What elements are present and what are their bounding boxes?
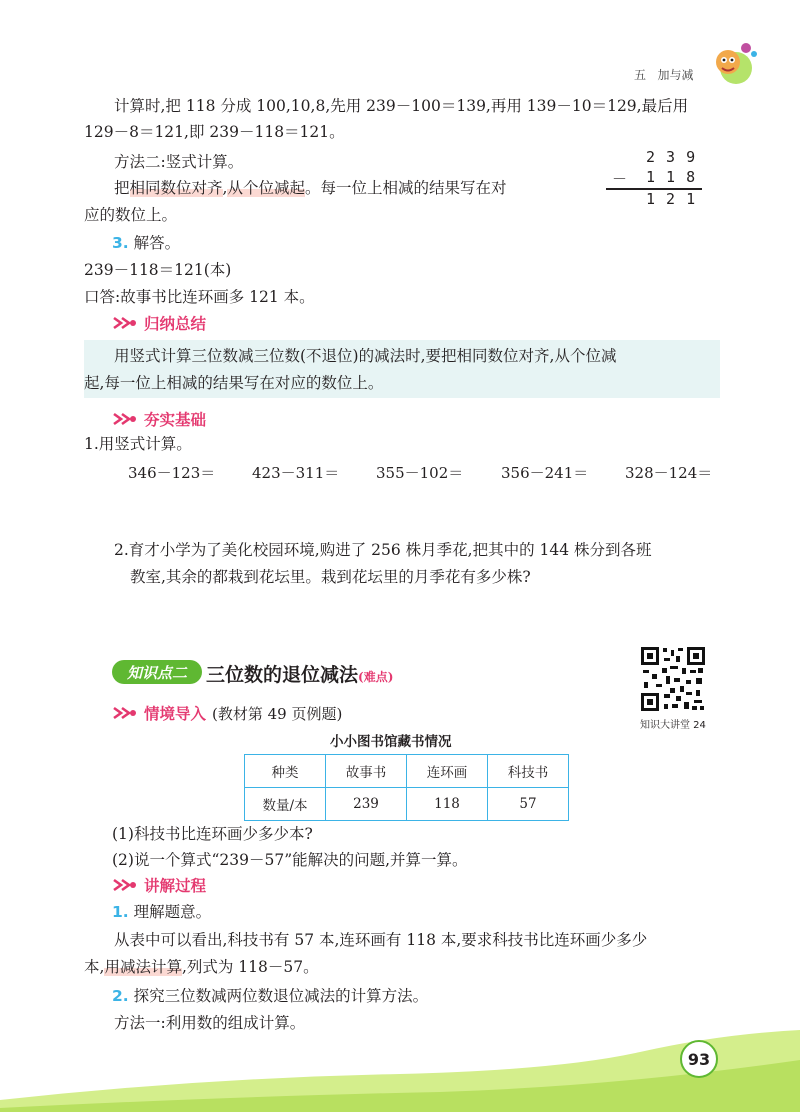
calc-difference: 1 2 1 <box>646 190 697 208</box>
basics-question-1: 1.用竖式计算。 <box>84 435 192 453</box>
table-row <box>245 755 569 788</box>
intro-line-2: 129－8＝121,即 239－118＝121。 <box>84 123 345 141</box>
intro-line-1: 计算时,把 118 分成 100,10,8,先用 239－100＝139,再用 139－10＝129,最后用 <box>114 97 689 115</box>
basics-heading-label: 夯实基础 <box>144 411 207 429</box>
method-two-label: 方法二:竖式计算。 <box>114 153 244 171</box>
alignment-text-a: 把 <box>114 179 130 197</box>
summary-line-1: 用竖式计算三位数减三位数(不退位)的减法时,要把相同数位对齐,从个位减 <box>114 347 617 365</box>
table-header-cell: 种类 <box>245 755 326 788</box>
alignment-text-c: 。每一位上相减的结果写在对 <box>304 179 507 197</box>
highlight-same-digits: 相同数位对齐 <box>129 179 223 197</box>
table-header-cell: 故事书 <box>326 755 407 788</box>
double-chevron-icon <box>112 706 138 720</box>
knowledge-badge <box>112 660 202 684</box>
basics-question-2-line-1: 2.育才小学为了美化校园环境,购进了 256 株月季花,把其中的 144 株分到各班 <box>114 541 652 559</box>
answer-step <box>112 233 180 253</box>
explain-step-1 <box>112 902 211 922</box>
double-chevron-icon <box>112 412 138 426</box>
qr-code-icon <box>640 646 706 712</box>
explain-paragraph-line-2 <box>84 957 319 977</box>
summary-line-2: 起,每一位上相减的结果写在对应的数位上。 <box>84 374 384 392</box>
table-row <box>245 788 569 821</box>
method-one-label: 方法一:利用数的组成计算。 <box>114 1014 306 1032</box>
highlight-use-subtraction: 用减法计算 <box>104 958 182 976</box>
answer-step-title: 解答。 <box>133 234 181 252</box>
calc-subtrahend: 1 1 8 <box>646 168 697 186</box>
chapter-number: 五 <box>634 68 647 82</box>
explain-text-b: ,列式为 118－57。 <box>181 958 319 976</box>
exercise-expression: 356－241＝ <box>501 464 589 482</box>
summary-heading-label: 归纳总结 <box>144 315 207 333</box>
difficulty-tag: (难点) <box>358 670 394 684</box>
scenario-heading <box>112 702 342 724</box>
basics-heading <box>112 408 206 430</box>
table-cell: 57 <box>488 788 569 821</box>
basics-question-2-line-2: 教室,其余的都栽到花坛里。栽到花坛里的月季花有多少株? <box>130 568 531 586</box>
vertical-calculation <box>598 148 708 212</box>
scenario-question-1: (1)科技书比连环画少多少本? <box>112 825 313 843</box>
alignment-rule-line-1 <box>114 178 507 198</box>
mascot-icon <box>706 40 762 88</box>
exercise-expression: 423－311＝ <box>252 464 340 482</box>
answer-oral: 口答:故事书比连环画多 121 本。 <box>84 288 315 306</box>
page-number: 93 <box>680 1040 718 1078</box>
answer-step-number: 3. <box>112 234 129 252</box>
explain-heading <box>112 874 206 896</box>
table-cell: 数量/本 <box>245 788 326 821</box>
table-header-cell: 科技书 <box>488 755 569 788</box>
exercise-expression: 355－102＝ <box>376 464 464 482</box>
exercise-expression: 328－124＝ <box>625 464 713 482</box>
calc-minuend: 2 3 9 <box>646 148 697 166</box>
highlight-from-ones: 从个位减起 <box>227 179 305 197</box>
library-table <box>244 754 569 821</box>
knowledge-badge-label: 知识点二 <box>126 663 187 682</box>
summary-heading <box>112 312 206 334</box>
scenario-source: (教材第 49 页例题) <box>212 704 343 723</box>
explain-step-1-text: 理解题意。 <box>133 903 212 921</box>
alignment-text-b: , <box>222 179 228 197</box>
double-chevron-icon <box>112 878 138 892</box>
explain-heading-label: 讲解过程 <box>144 877 207 895</box>
answer-expression: 239－118＝121(本) <box>84 261 232 279</box>
table-title: 小小图书馆藏书情况 <box>330 734 452 750</box>
chapter-header <box>634 66 693 83</box>
exercise-row <box>128 462 728 482</box>
explain-step-1-number: 1. <box>112 903 129 921</box>
alignment-rule-line-2: 应的数位上。 <box>84 206 178 224</box>
chapter-title: 加与减 <box>657 68 694 82</box>
explain-paragraph-line-1: 从表中可以看出,科技书有 57 本,连环画有 118 本,要求科技书比连环画少多少 <box>114 931 648 949</box>
scenario-heading-label: 情境导入 <box>144 705 207 723</box>
table-header-cell: 连环画 <box>407 755 488 788</box>
calc-minus-sign: － <box>612 170 628 188</box>
explain-text-a: 本, <box>84 958 105 976</box>
table-cell: 118 <box>407 788 488 821</box>
knowledge-title-text: 三位数的退位减法 <box>206 664 359 686</box>
table-cell: 239 <box>326 788 407 821</box>
explain-step-2-number: 2. <box>112 987 129 1005</box>
explain-step-2-text: 探究三位数减两位数退位减法的计算方法。 <box>133 987 429 1005</box>
knowledge-title <box>206 660 393 687</box>
scenario-question-2: (2)说一个算式“239－57”能解决的问题,并算一算。 <box>112 851 468 869</box>
exercise-expression: 346－123＝ <box>128 464 216 482</box>
double-chevron-icon <box>112 316 138 330</box>
qr-caption: 知识大讲堂 24 <box>640 720 706 731</box>
